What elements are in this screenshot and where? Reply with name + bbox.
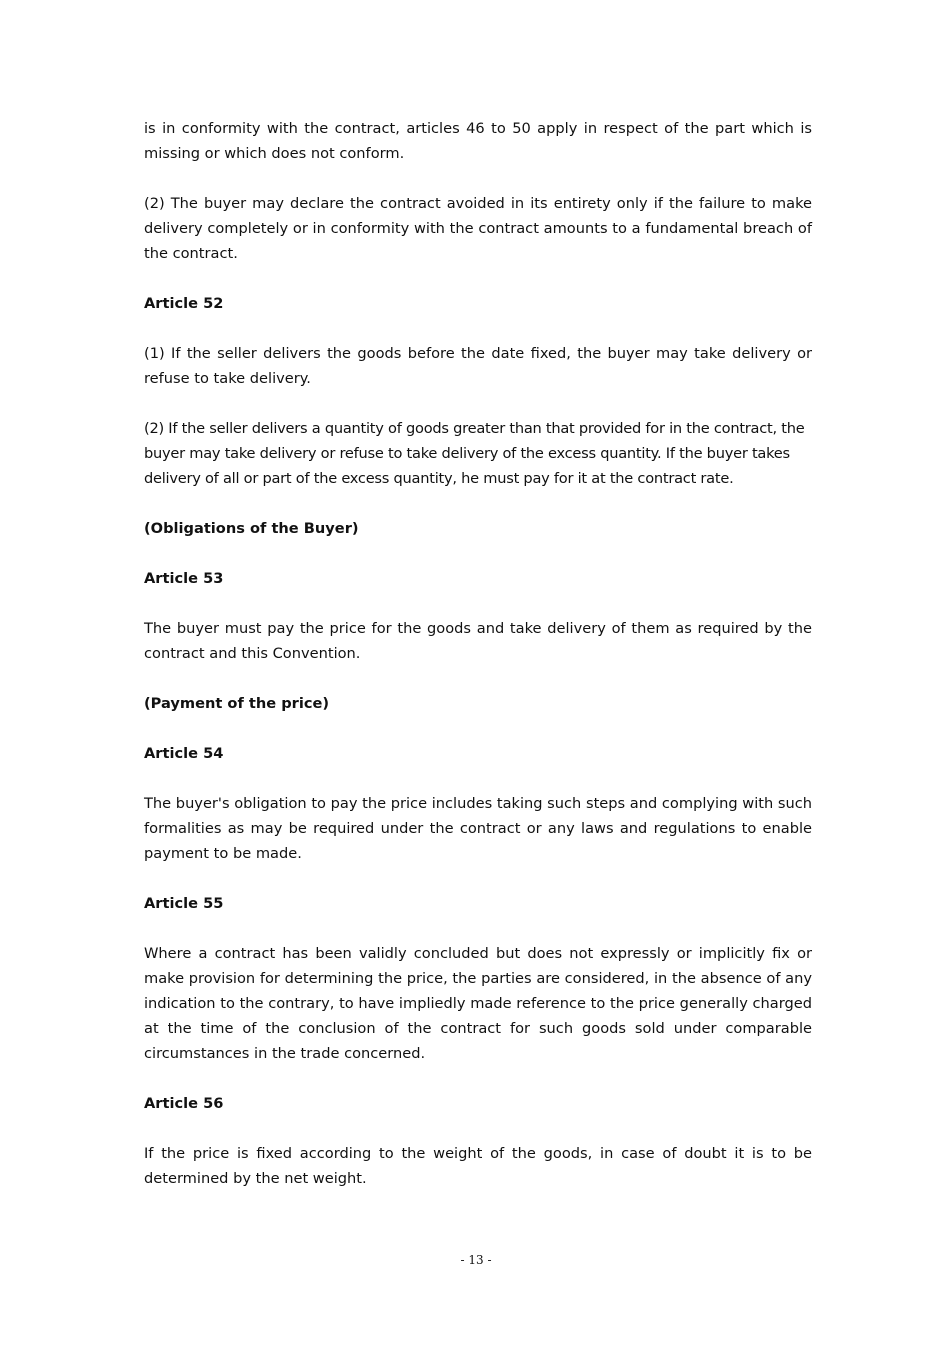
section-heading-payment-price: (Payment of the price) <box>144 695 330 712</box>
page-number: - 13 - <box>460 1253 492 1267</box>
paragraph-net-weight: If the price is fixed according to the weight of the goods, in case of doubt it is to be determined by the net weight. <box>144 1145 812 1187</box>
article-heading-55: Article 55 <box>144 895 224 912</box>
document-page <box>144 116 812 1216</box>
paragraph-buyer-obligation: The buyer must pay the price for the goods and take delivery of them as required by the contract and this Convention. <box>144 620 812 662</box>
article-heading-53: Article 53 <box>144 570 224 587</box>
paragraph-payment-steps: The buyer's obligation to pay the price includes taking such steps and complying with such formalities as may be required under the contract or any laws and regulations to enable payment to be made. <box>144 795 812 862</box>
paragraph-excess-quantity: (2) If the seller delivers a quantity of goods greater than that provided for in the contract, the buyer may take delivery or refuse to take delivery of the excess quantity. If the buyer takes delivery of all or part of the excess quantity, he must pay for it at the contract rate. <box>144 420 805 487</box>
article-heading-56: Article 56 <box>144 1095 224 1112</box>
paragraph-avoidance: (2) The buyer may declare the contract avoided in its entirety only if the failure to make delivery completely or in conformity with the contract amounts to a fundamental breach of the contract. <box>144 195 812 262</box>
section-heading-obligations-buyer: (Obligations of the Buyer) <box>144 520 359 537</box>
article-heading-54: Article 54 <box>144 745 224 762</box>
article-heading-52: Article 52 <box>144 295 224 312</box>
paragraph-price-determination: Where a contract has been validly concluded but does not expressly or implicitly fix or make provision for determining the price, the parties are considered, in the absence of any indication to the contrary, to have impliedly made reference to the price generally charged at the time of the conclusion of the contract for such goods sold under comparable circumstances in the trade concerned. <box>144 945 812 1062</box>
paragraph-continuation: is in conformity with the contract, articles 46 to 50 apply in respect of the part which is missing or which does not conform. <box>144 120 812 162</box>
paragraph-early-delivery: (1) If the seller delivers the goods before the date fixed, the buyer may take delivery or refuse to take delivery. <box>144 345 812 387</box>
